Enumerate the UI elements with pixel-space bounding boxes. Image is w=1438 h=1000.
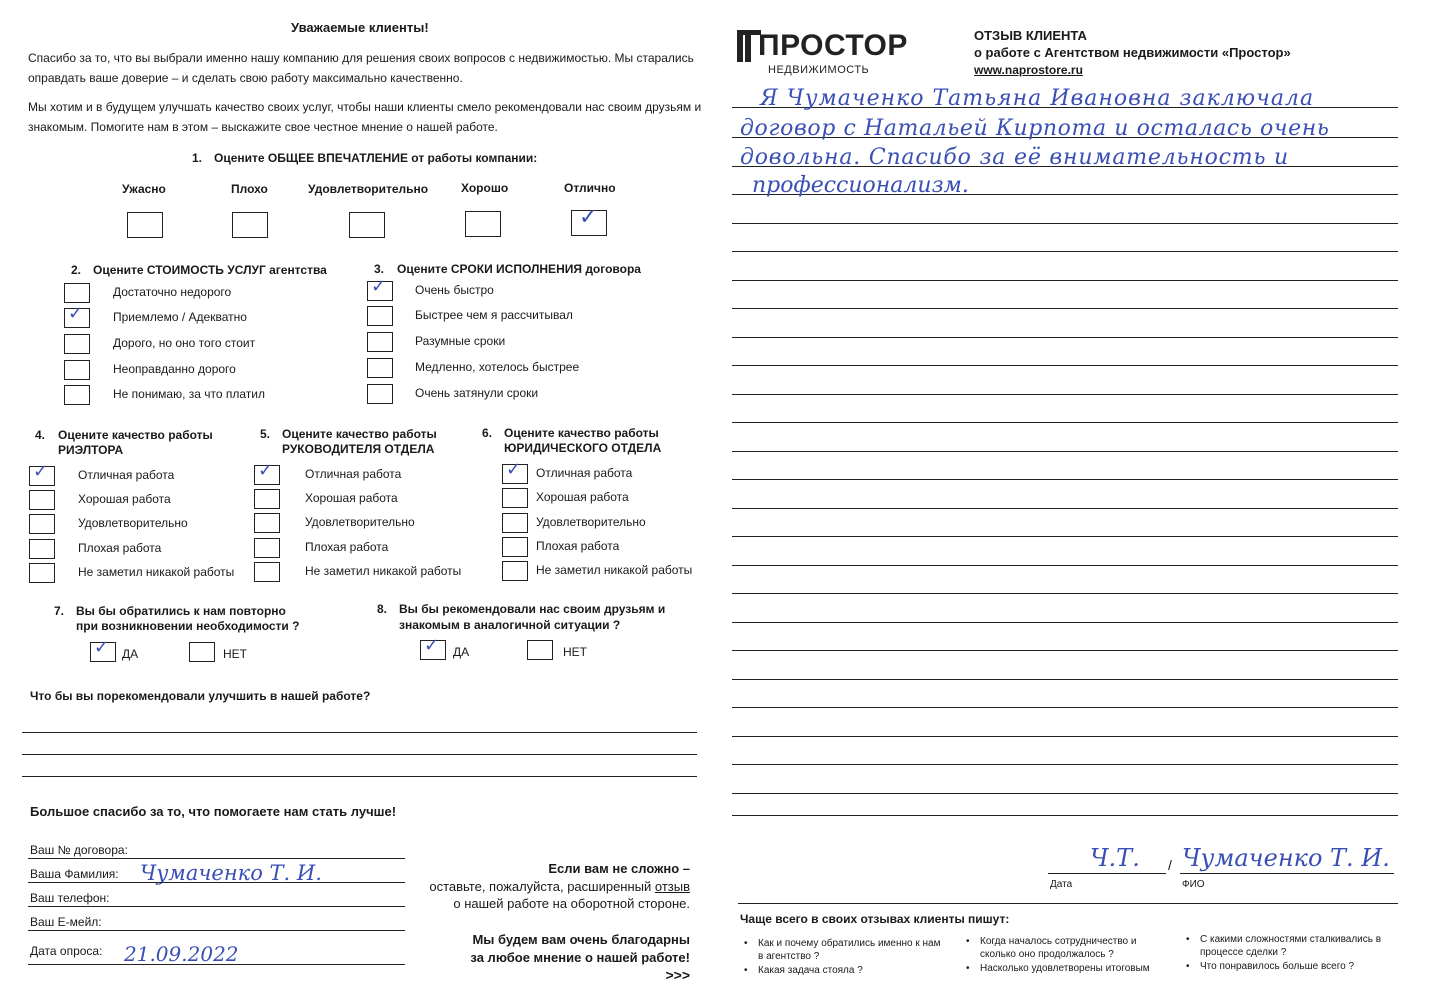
- separator-slash: /: [1168, 857, 1172, 873]
- option-label: Неоправданно дорого: [113, 362, 236, 376]
- question-number: 5.: [260, 427, 271, 441]
- ruled-line: [732, 793, 1398, 794]
- ruled-line: [732, 308, 1398, 309]
- option-checkbox[interactable]: [367, 332, 393, 352]
- rating-checkbox[interactable]: [127, 212, 163, 238]
- question-number: 8.: [377, 602, 388, 616]
- yes-checkbox[interactable]: [90, 637, 116, 662]
- option-label: Отличная работа: [305, 467, 402, 481]
- request-text: оставьте, пожалуйста, расширенный: [429, 879, 655, 894]
- answer-line[interactable]: [22, 732, 697, 733]
- intro-text: Мы хотим и в будущем улучшать качество своих услуг, чтобы наши клиенты смело рекомендовали нас своим друзьям и: [28, 100, 702, 114]
- email-label: Ваш Е-мейл:: [30, 915, 102, 929]
- ruled-line: [732, 365, 1398, 366]
- question-title: РИЭЛТОРА: [58, 443, 124, 457]
- review-link[interactable]: отзыв: [654, 879, 690, 894]
- hint-item: • С какими сложностями сталкивались в процессе сделки ?: [1200, 933, 1390, 959]
- question-title: РУКОВОДИТЕЛЯ ОТДЕЛА: [282, 442, 435, 456]
- option-checkbox[interactable]: [29, 490, 55, 510]
- ruled-line: [732, 593, 1398, 594]
- question-title: при возникновении необходимости ?: [76, 619, 300, 633]
- ruled-line: [732, 815, 1398, 816]
- arrows-icon: >>>: [665, 967, 690, 983]
- intro-text: Спасибо за то, что вы выбрали именно нашу компанию для решения своих вопросов с недвижимостью. Мы старались: [28, 51, 694, 65]
- yes-label: ДА: [122, 647, 139, 661]
- logo-text: ПРОСТОР: [758, 29, 908, 62]
- company-logo: [736, 30, 918, 80]
- question-title: Оцените ОБЩЕЕ ВПЕЧАТЛЕНИЕ от работы компании:: [214, 151, 538, 165]
- question-title: Оцените качество работы: [58, 428, 213, 442]
- ruled-line: [732, 707, 1398, 708]
- option-checkbox[interactable]: [254, 460, 280, 485]
- question-title: Вы бы рекомендовали нас своим друзьям и: [399, 602, 666, 616]
- ruled-line: [732, 223, 1398, 224]
- no-checkbox[interactable]: [189, 642, 215, 662]
- option-label: Дорого, но оно того стоит: [113, 336, 256, 350]
- ruled-line: [732, 422, 1398, 423]
- option-checkbox[interactable]: [29, 539, 55, 559]
- gratitude-line: за любое мнение о нашей работе!: [470, 950, 690, 965]
- option-label: Медленно, хотелось быстрее: [415, 360, 580, 374]
- ruled-line: [732, 679, 1398, 680]
- review-line: профессионализм.: [752, 173, 969, 198]
- rating-label: Плохо: [231, 182, 268, 196]
- option-label: Очень быстро: [415, 283, 494, 297]
- fio-value: Чумаченко Т. И.: [1182, 844, 1390, 872]
- ruled-line: [732, 451, 1398, 452]
- option-label: Отличная работа: [78, 468, 175, 482]
- option-checkbox[interactable]: [29, 563, 55, 583]
- option-checkbox[interactable]: [254, 562, 280, 582]
- option-checkbox[interactable]: [502, 537, 528, 557]
- fio-label: ФИО: [1182, 879, 1205, 890]
- ruled-line: [732, 337, 1398, 338]
- check-mark-icon: ✓: [506, 459, 522, 480]
- no-label: НЕТ: [223, 647, 247, 661]
- website-link[interactable]: www.naprostore.ru: [974, 63, 1083, 77]
- option-label: Плохая работа: [536, 539, 620, 553]
- question-number: 3.: [374, 262, 385, 276]
- option-label: Быстрее чем я рассчитывал: [415, 308, 573, 322]
- intro-text: знакомым. Помогите нам в этом – выскажите свое честное мнение о нашей работе.: [28, 120, 498, 134]
- option-checkbox[interactable]: [502, 561, 528, 581]
- option-label: Плохая работа: [305, 540, 389, 554]
- answer-line[interactable]: [22, 754, 697, 755]
- option-checkbox[interactable]: [64, 283, 90, 303]
- hint-item: • Какая задача стояла ?: [758, 963, 863, 978]
- hint-item: • Что понравилось больше всего ?: [1200, 959, 1354, 974]
- question-title: Оцените качество работы: [504, 426, 659, 440]
- ruled-line: [732, 508, 1398, 509]
- question-title: Вы бы обратились к нам повторно: [76, 604, 286, 618]
- ruled-line: [732, 536, 1398, 537]
- email-field[interactable]: [28, 930, 405, 931]
- check-mark-icon: ✓: [258, 460, 274, 481]
- survey-heading: Уважаемые клиенты!: [291, 20, 429, 35]
- question-number: 2.: [71, 263, 82, 277]
- option-label: Очень затянули сроки: [415, 386, 539, 400]
- review-line: Я Чумаченко Татьяна Ивановна заключала: [760, 86, 1315, 111]
- surname-field[interactable]: [28, 882, 405, 883]
- date-label: Дата опроса:: [30, 944, 103, 958]
- hint-item: • Насколько удовлетворены итоговым: [980, 961, 1150, 976]
- fio-line[interactable]: [1180, 873, 1394, 874]
- question-title: ЮРИДИЧЕСКОГО ОТДЕЛА: [504, 441, 662, 455]
- date-field[interactable]: [28, 964, 405, 965]
- option-checkbox[interactable]: [64, 334, 90, 354]
- check-mark-icon: ✓: [579, 205, 598, 230]
- check-mark-icon: ✓: [94, 637, 110, 658]
- rating-label: Хорошо: [461, 181, 509, 195]
- hint-item: • Как и почему обратились именно к нам в агентство ?: [758, 937, 948, 963]
- ruled-line: [732, 251, 1398, 252]
- question-title: знакомым в аналогичной ситуации ?: [399, 618, 621, 632]
- option-checkbox[interactable]: [64, 303, 90, 328]
- ruled-line: [732, 394, 1398, 395]
- rating-label: Отлично: [564, 181, 616, 195]
- question-number: 7.: [54, 604, 65, 618]
- contract-label: Ваш № договора:: [30, 843, 128, 857]
- no-checkbox[interactable]: [527, 640, 553, 660]
- question-title: Оцените качество работы: [282, 427, 437, 441]
- option-checkbox[interactable]: [502, 459, 528, 484]
- date-value: 21.09.2022: [124, 942, 239, 966]
- phone-label: Ваш телефон:: [30, 891, 110, 905]
- option-checkbox[interactable]: [29, 461, 55, 486]
- review-title: ОТЗЫВ КЛИЕНТА: [974, 28, 1087, 43]
- option-label: Не заметил никакой работы: [536, 563, 693, 577]
- review-line: довольна. Спасибо за её внимательность и: [740, 145, 1289, 170]
- signature: Ч.Т.: [1090, 844, 1140, 872]
- option-checkbox[interactable]: [29, 514, 55, 534]
- often-title: Чаще всего в своих отзывах клиенты пишут:: [740, 912, 1010, 926]
- option-label: Достаточно недорого: [113, 285, 232, 299]
- rating-checkbox[interactable]: [571, 205, 607, 236]
- ruled-line: [732, 736, 1398, 737]
- option-checkbox[interactable]: [367, 306, 393, 326]
- section-divider: [738, 903, 1398, 904]
- ruled-line: [732, 764, 1398, 765]
- option-label: Удовлетворительно: [305, 515, 415, 529]
- option-label: Разумные сроки: [415, 334, 506, 348]
- rating-label: Ужасно: [122, 182, 166, 196]
- yes-checkbox[interactable]: [420, 635, 446, 660]
- option-label: Не заметил никакой работы: [305, 564, 462, 578]
- ruled-line: [732, 479, 1398, 480]
- gratitude-line: Мы будем вам очень благодарны: [472, 932, 690, 947]
- option-checkbox[interactable]: [367, 358, 393, 378]
- option-label: Удовлетворительно: [78, 516, 188, 530]
- review-subtitle: о работе с Агентством недвижимости «Простор»: [974, 45, 1291, 60]
- check-mark-icon: ✓: [371, 276, 387, 297]
- ruled-line: [732, 622, 1398, 623]
- question-number: 4.: [35, 428, 46, 442]
- check-mark-icon: ✓: [33, 461, 49, 482]
- option-checkbox[interactable]: [367, 384, 393, 404]
- rating-checkbox[interactable]: [465, 211, 501, 237]
- option-checkbox[interactable]: [502, 513, 528, 533]
- option-checkbox[interactable]: [367, 276, 393, 301]
- option-checkbox[interactable]: [254, 538, 280, 558]
- ruled-line: [732, 650, 1398, 651]
- rating-checkbox[interactable]: [232, 212, 268, 238]
- option-checkbox[interactable]: [64, 385, 90, 405]
- option-label: Хорошая работа: [305, 491, 398, 505]
- review-line: договор с Натальей Кирпота и осталась очень: [740, 116, 1330, 141]
- option-checkbox[interactable]: [502, 488, 528, 508]
- check-mark-icon: ✓: [68, 303, 84, 324]
- date-label: Дата: [1050, 879, 1073, 890]
- request-line: о нашей работе на оборотной стороне.: [453, 896, 690, 911]
- option-label: Удовлетворительно: [536, 515, 646, 529]
- ruled-line: [732, 565, 1398, 566]
- contract-field[interactable]: [28, 858, 405, 859]
- surname-label: Ваша Фамилия:: [30, 867, 119, 881]
- option-label: Не заметил никакой работы: [78, 565, 235, 579]
- request-line: [429, 879, 690, 894]
- intro-text: оправдать ваше доверие – и сделать свою работу максимально качественно.: [28, 71, 463, 85]
- yes-label: ДА: [453, 645, 470, 659]
- option-label: Приемлемо / Адекватно: [113, 310, 247, 324]
- option-label: Хорошая работа: [536, 490, 629, 504]
- option-checkbox[interactable]: [64, 360, 90, 380]
- rating-checkbox[interactable]: [349, 212, 385, 238]
- option-label: Плохая работа: [78, 541, 162, 555]
- option-checkbox[interactable]: [254, 489, 280, 509]
- option-label: Отличная работа: [536, 466, 633, 480]
- ruled-line: [732, 280, 1398, 281]
- logo-subtext: НЕДВИЖИМОСТЬ: [768, 64, 870, 76]
- check-mark-icon: ✓: [424, 635, 440, 656]
- rating-label: Удовлетворительно: [308, 182, 429, 196]
- phone-field[interactable]: [28, 906, 405, 907]
- thanks-text: Большое спасибо за то, что помогаете нам стать лучше!: [30, 804, 397, 819]
- question-title: Оцените СТОИМОСТЬ УСЛУГ агентства: [93, 263, 327, 277]
- question-title: Оцените СРОКИ ИСПОЛНЕНИЯ договора: [397, 262, 641, 276]
- option-checkbox[interactable]: [254, 513, 280, 533]
- hint-item: • Когда началось сотрудничество и сколько оно продолжалось ?: [980, 935, 1170, 961]
- question-number: 6.: [482, 426, 493, 440]
- improve-question: Что бы вы порекомендовали улучшить в нашей работе?: [30, 689, 371, 703]
- request-line: Если вам не сложно –: [548, 861, 690, 876]
- option-label: Не понимаю, за что платил: [113, 387, 266, 401]
- option-label: Хорошая работа: [78, 492, 171, 506]
- date-signature-line[interactable]: [1048, 873, 1166, 874]
- surname-value: Чумаченко Т. И.: [140, 861, 322, 885]
- answer-line[interactable]: [22, 776, 697, 777]
- question-number: 1.: [192, 151, 203, 165]
- no-label: НЕТ: [563, 645, 587, 659]
